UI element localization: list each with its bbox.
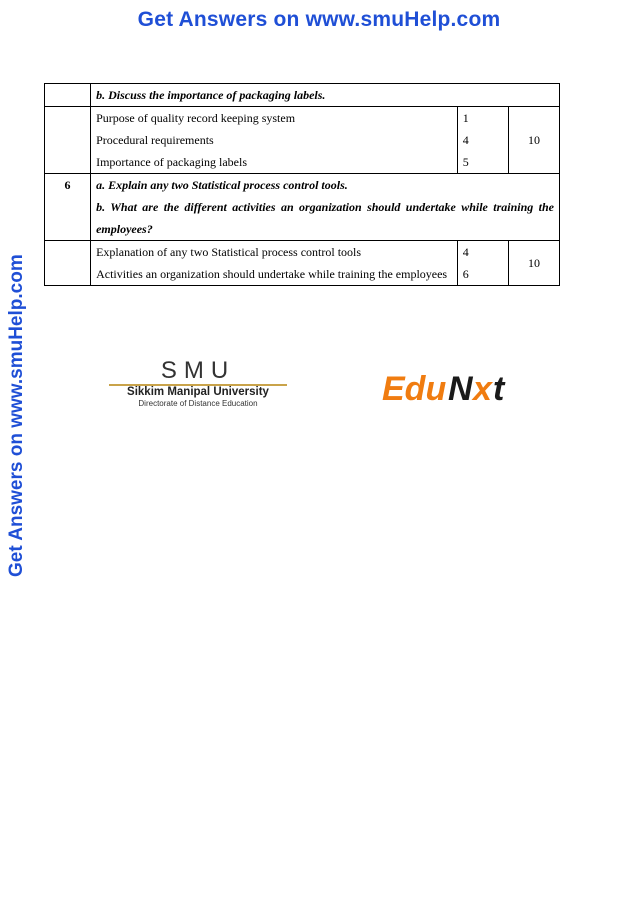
svg-text:x: x (473, 370, 492, 408)
criteria-cell (91, 107, 458, 174)
question-text: b. Discuss the importance of packaging labels. (96, 88, 326, 102)
criteria-item: Procedural requirements (96, 133, 214, 147)
criteria-cell (91, 241, 458, 286)
marks-cell (457, 241, 508, 286)
smu-logo-subtitle: Directorate of Distance Education (138, 399, 258, 408)
question-number-cell (45, 84, 91, 107)
smu-logo-letters: SMU (160, 357, 236, 384)
table-row (45, 107, 560, 174)
question-number-cell (45, 107, 91, 174)
criteria-item: Explanation of any two Statistical process control tools (96, 245, 362, 259)
criteria-item: Purpose of quality record keeping system (96, 111, 296, 125)
table-row (45, 174, 560, 241)
edunext-logo (380, 364, 522, 408)
smu-logo-name: Sikkim Manipal University (127, 386, 269, 398)
side-banner: Get Answers on www.smuHelp.com (6, 254, 27, 577)
criteria-item: Importance of packaging labels (96, 155, 248, 169)
marks-table (44, 83, 560, 286)
question-text: a. Explain any two Statistical process control tools. (96, 178, 348, 192)
question-number-cell (45, 241, 91, 286)
criteria-item: Activities an organization should undertake while training the employees (96, 267, 448, 281)
marks-value: 5 (462, 155, 469, 169)
table-row (45, 84, 560, 107)
total-marks-cell: 10 (508, 107, 559, 174)
smu-logo (107, 358, 289, 413)
marks-value: 4 (462, 133, 469, 147)
table-row (45, 241, 560, 286)
marks-value: 1 (462, 111, 469, 125)
question-text: b. What are the different activities an organization should undertake while training the employees? (96, 200, 554, 236)
question-cell (91, 84, 560, 107)
svg-text:Edu: Edu (382, 370, 447, 408)
svg-text:N: N (448, 370, 473, 408)
question-number-cell: 6 (45, 174, 91, 241)
question-cell (91, 174, 560, 241)
marks-cell (457, 107, 508, 174)
top-banner: Get Answers on www.smuHelp.com (137, 8, 501, 31)
marks-value: 6 (462, 267, 469, 281)
total-marks-cell: 10 (508, 241, 559, 286)
edunext-logo-wordmark (382, 370, 506, 408)
marks-value: 4 (462, 245, 469, 259)
svg-text:t: t (493, 370, 505, 408)
